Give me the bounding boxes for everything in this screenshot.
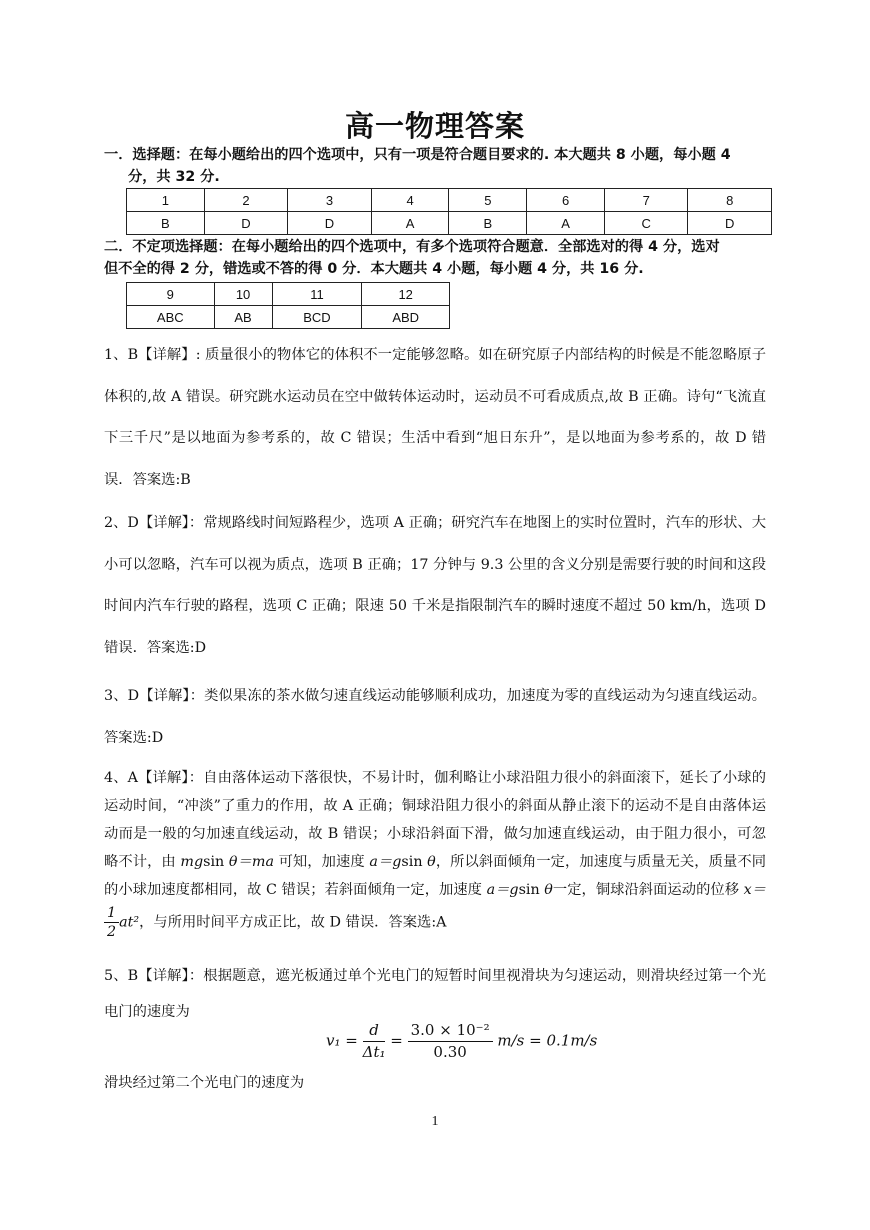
q4-formula-at2: at²	[119, 914, 140, 931]
q4-formula-theta: θ	[427, 854, 436, 870]
velocity-equation	[326, 1020, 597, 1063]
q4-formula-mg: mg	[180, 854, 204, 870]
question-3-explanation: 3、D【详解】：类似果冻的茶水做匀速直线运动能够顺利成功，加速度为零的直线运动为匀速直线运动。答案选:D	[104, 688, 766, 746]
fraction-denominator: Δt₁	[362, 1043, 386, 1061]
section-1-line-2: 分，共 32 分.	[128, 169, 220, 185]
equation-lhs: v₁ =	[326, 1031, 358, 1050]
table-cell: ABD	[362, 306, 450, 329]
table-row	[127, 212, 772, 235]
page-number: 1	[431, 1114, 439, 1129]
question-2-explanation: 2、D【详解】：常规路线时间短路程少，选项 A 正确；研究汽车在地图上的实时位置时，汽车的形状、大小可以忽略，汽车可以视为质点，选项 B 正确；17 分钟与 9.3 公里的含义分别是需要行驶的时间和这段时间内汽车行驶的路程，选项 C 正确；限速 50 千米是指限制汽车的瞬时速度不超过 50 km/h，选项 D 错误．答案选:D	[104, 515, 766, 656]
answer-table-2	[126, 282, 450, 329]
section-2-line-1: 二．不定项选择题：在每小题给出的四个选项中，有多个选项符合题意．全部选对的得 4 分，选对	[104, 239, 720, 255]
table-cell: 1	[127, 189, 205, 212]
q4-text-1: 4、A【详解】：自由落体运动下落很快，不易计时，伽利略让小球沿阻力很小的斜面滚下，延长了小球的运动时间，“冲淡”了重力的作用，故 A 正确；铜球沿阻力很小的斜面从静止滚下的运动不是自由落体运动而是一般的匀加速直线运动，故 B 错误；小球沿斜面下滑，做匀加速直线运动，由于阻力很小，可忽略不计，由	[104, 770, 766, 870]
table-cell: B	[449, 212, 527, 235]
fraction-numerator: d	[363, 1020, 386, 1042]
q4-fraction-half	[104, 904, 119, 941]
table-row	[127, 189, 772, 212]
table-cell: B	[127, 212, 205, 235]
fraction-numerator: 3.0 × 10⁻²	[408, 1020, 493, 1042]
question-5-explanation: 5、B【详解】：根据题意，遮光板通过单个光电门的短暂时间里视滑块为匀速运动，则滑块经过第一个光电门的速度为	[104, 968, 766, 1020]
q4-sin: sin	[203, 854, 229, 870]
table-cell: 10	[214, 283, 272, 306]
fraction-denominator: 2	[107, 924, 117, 940]
table-cell: 4	[371, 189, 449, 212]
table-cell: 8	[688, 189, 772, 212]
equation-unit-result: m/s = 0.1m/s	[497, 1031, 598, 1050]
equation-fraction-d-dt	[363, 1020, 386, 1063]
q4-formula-theta: θ	[544, 882, 553, 898]
question-4-explanation	[104, 764, 766, 941]
table-cell: D	[688, 212, 772, 235]
table-cell: A	[371, 212, 449, 235]
table-cell: 5	[449, 189, 527, 212]
q4-sin: sin	[401, 854, 428, 870]
table-cell: D	[288, 212, 372, 235]
fraction-denominator: 0.30	[433, 1043, 467, 1061]
section-1-heading	[104, 144, 772, 188]
table-cell: BCD	[272, 306, 362, 329]
q4-formula-x: x＝	[743, 882, 766, 898]
table-cell: AB	[214, 306, 272, 329]
q4-formula-a-g: a＝g	[369, 854, 402, 870]
q4-text-4: 一定，铜球沿斜面运动的位移	[552, 882, 744, 898]
equation-fraction-values	[408, 1020, 493, 1063]
table-cell: 11	[272, 283, 362, 306]
table-cell: 12	[362, 283, 450, 306]
fraction-numerator: 1	[104, 904, 119, 923]
q4-text-5: ，与所用时间平方成正比，故 D 错误．答案选:A	[139, 914, 447, 931]
q4-formula-a-g: a＝g	[486, 882, 519, 898]
equals-sign: =	[390, 1031, 403, 1050]
table-cell: 9	[127, 283, 215, 306]
table-row	[127, 306, 450, 329]
section-2-heading	[104, 236, 772, 280]
table-cell: 6	[527, 189, 605, 212]
table-cell: 2	[204, 189, 288, 212]
answer-table-1	[126, 188, 772, 235]
table-cell: 3	[288, 189, 372, 212]
q4-text-3: ，所以斜面倾角一定，加速度与质量无关，质量不同的小球加速度都相同，故 C 错误；若斜面倾角一定，加速度	[104, 854, 766, 898]
table-cell: D	[204, 212, 288, 235]
q4-sin: sin	[518, 882, 545, 898]
q4-formula-theta-ma: θ＝ma	[228, 854, 274, 870]
q4-text-2: 可知，加速度	[273, 854, 370, 870]
table-row	[127, 283, 450, 306]
table-cell: C	[604, 212, 688, 235]
section-1-line-1: 一．选择题：在每小题给出的四个选项中，只有一项是符合题目要求的. 本大题共 8 小题，每小题 4	[104, 147, 731, 163]
table-cell: A	[527, 212, 605, 235]
table-cell: ABC	[127, 306, 215, 329]
section-2-line-2: 但不全的得 2 分，错选或不答的得 0 分．本大题共 4 小题，每小题 4 分，共 16 分.	[104, 261, 644, 277]
table-cell: 7	[604, 189, 688, 212]
question-1-explanation: 1、B【详解】: 质量很小的物体它的体积不一定能够忽略。如在研究原子内部结构的时候是不能忽略原子体积的,故 A 错误。研究跳水运动员在空中做转体运动时，运动员不可看成质点,故 B 正确。诗句“飞流直下三千尺”是以地面为参考系的，故 C 错误；生活中看到“旭日东升”，是以地面为参考系的，故 D 错误．答案选:B	[104, 347, 766, 488]
page-title: 高一物理答案	[344, 109, 525, 143]
question-5-continuation: 滑块经过第二个光电门的速度为	[104, 1075, 305, 1091]
